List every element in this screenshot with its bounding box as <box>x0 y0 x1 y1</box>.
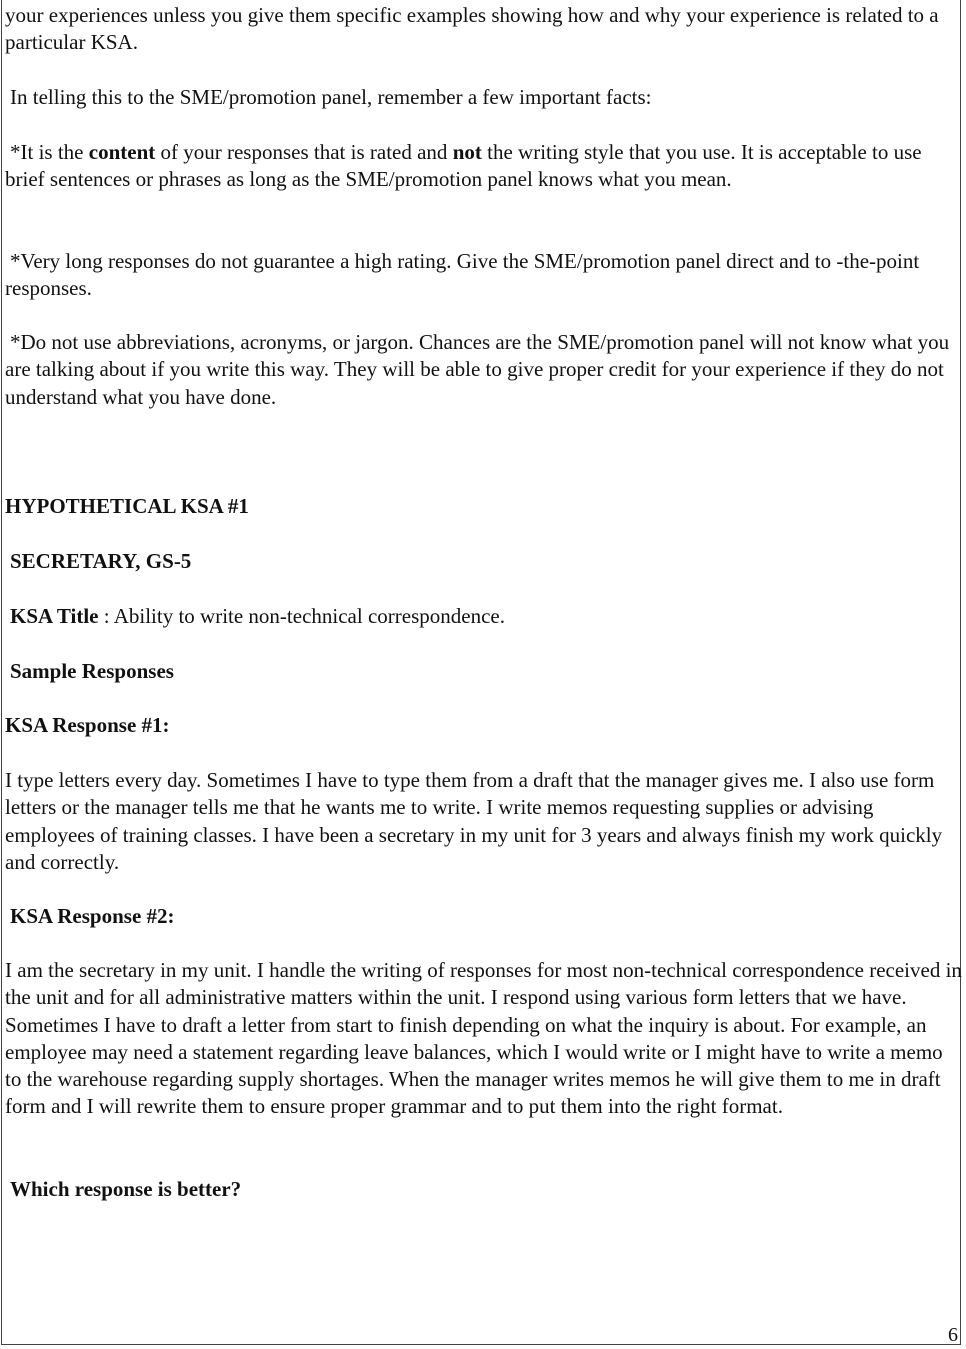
response-2-heading <box>5 903 966 930</box>
ksa-title-text: : Ability to write non-technical correspondence. <box>98 604 505 628</box>
sample-responses-heading <box>5 658 966 685</box>
sample-responses-heading-text: Sample Responses <box>10 659 174 683</box>
ksa-heading <box>5 493 963 520</box>
fact-3-text: *Do not use abbreviations, acronyms, or jargon. Chances are the SME/promotion panel will not know what you are talking about if you write this way. They will be able to give proper credit for your experience if they do not understand what you have done. <box>5 330 950 409</box>
fact-3-paragraph <box>5 329 963 411</box>
fact-1-not-emphasis: not <box>452 140 482 164</box>
fact-1-mid: of your responses that is rated and <box>155 140 453 164</box>
position-heading-text: SECRETARY, GS-5 <box>10 549 192 573</box>
fact-2-paragraph <box>5 248 963 303</box>
response-1-heading <box>5 712 963 739</box>
ksa-title-label: KSA Title <box>10 604 99 628</box>
fact-1-pre: *It is the <box>10 140 89 164</box>
ksa-heading-text: HYPOTHETICAL KSA #1 <box>5 494 249 518</box>
fact-1-post: the writing style that you use. It is acceptable to use brief sentences or phrases as long as the SME/promotion panel knows what you mean. <box>5 140 922 192</box>
fact-2-text: *Very long responses do not guarantee a high rating. Give the SME/promotion panel direct and to -the-point responses. <box>5 249 920 301</box>
response-1-heading-text: KSA Response #1: <box>5 713 170 737</box>
closing-question-text: Which response is better? <box>10 1177 242 1201</box>
facts-lead-paragraph: In telling this to the SME/promotion panel, remember a few important facts: <box>10 85 652 109</box>
position-heading <box>5 548 966 575</box>
response-2-paragraph: I am the secretary in my unit. I handle the writing of responses for most non-technical correspondence received in the unit and for all administrative matters within the unit. I respond using various form letters that we have. Sometimes I have to draft a letter from start to finish depending on what the inquiry is about. For example, an employee may need a statement regarding leave balances, which I would write or I might have to write a memo to the warehouse regarding supply shortages. When the manager writes memos he will give them to me in draft form and I will rewrite them to ensure proper grammar and to put them into the right format. <box>5 958 962 1119</box>
intro-continuation-paragraph: your experiences unless you give them specific examples showing how and why your experience is related to a particular KSA. <box>5 3 939 55</box>
fact-1-paragraph <box>5 139 963 194</box>
response-1-paragraph: I type letters every day. Sometimes I have to type them from a draft that the manager gives me. I also use form letters or the manager tells me that he wants me to write. I write memos requesting supplies or advising employees of training classes. I have been a secretary in my unit for 3 years and always finish my work quickly and correctly. <box>5 768 943 874</box>
page-number: 6 <box>948 1324 958 1346</box>
closing-question <box>5 1176 966 1203</box>
response-2-heading-text: KSA Response #2: <box>10 904 175 928</box>
ksa-title-line <box>5 603 966 630</box>
fact-1-content-emphasis: content <box>88 140 156 164</box>
